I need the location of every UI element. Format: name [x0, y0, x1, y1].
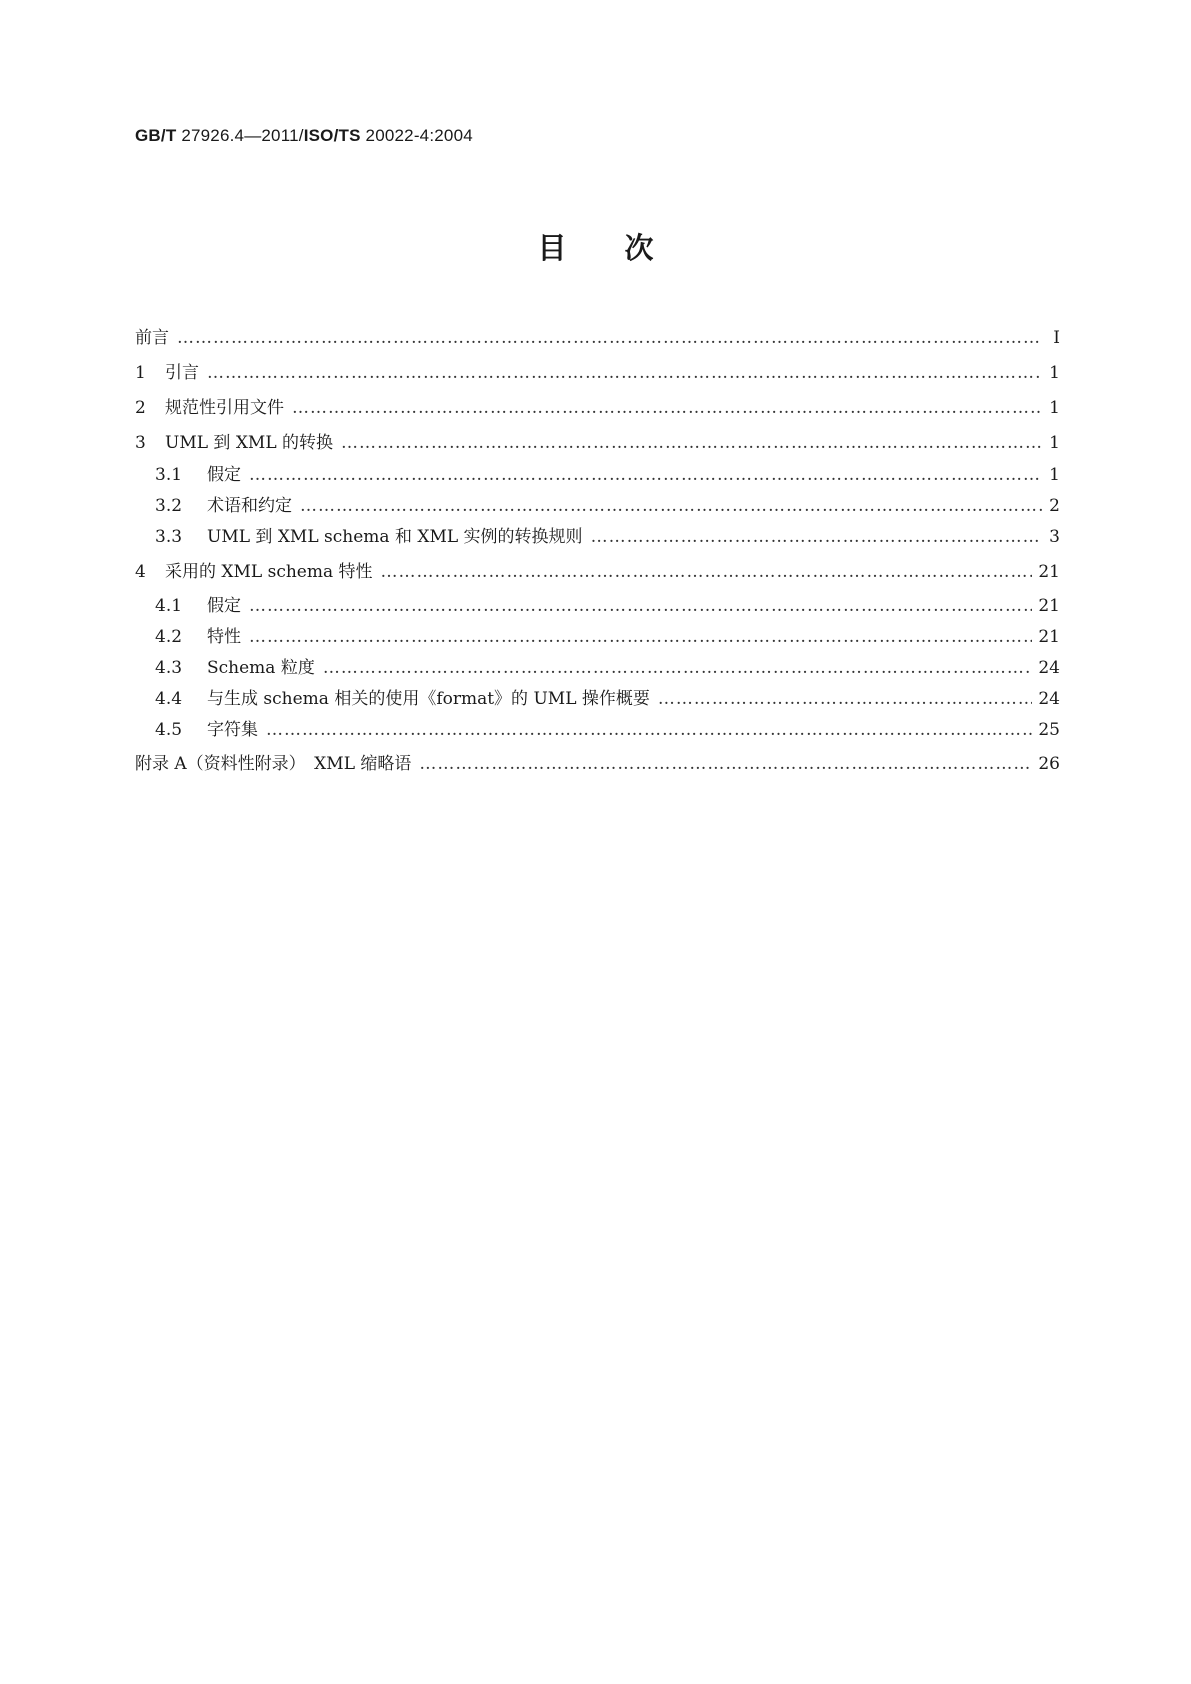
toc-leader-dots — [341, 430, 1042, 456]
toc-entry-number: 4.4 — [155, 689, 183, 709]
toc-entry-4-5[interactable] — [135, 717, 1060, 743]
toc-entry-page: 25 — [1038, 720, 1060, 740]
toc-entry-page: 21 — [1038, 562, 1060, 582]
toc-entry-number: 3.2 — [155, 496, 183, 516]
toc-leader-dots — [381, 559, 1033, 585]
toc-entry-label: 术语和约定 — [207, 496, 292, 516]
toc-entry-number: 3.3 — [155, 527, 183, 547]
toc-entry-page: 24 — [1038, 658, 1060, 678]
toc-entry-label: 前言 — [135, 328, 169, 348]
toc-entry-1[interactable] — [135, 360, 1060, 386]
toc-leader-dots — [207, 360, 1042, 386]
toc-entry-number: 4.3 — [155, 658, 183, 678]
toc-entry-2[interactable] — [135, 395, 1060, 421]
toc-leader-dots — [292, 395, 1042, 421]
toc-entry-page: 1 — [1049, 433, 1060, 453]
toc-entry-page: 1 — [1049, 363, 1060, 383]
standard-number-prefix: GB/T — [135, 126, 177, 145]
toc-entry-annex-a[interactable] — [135, 751, 1060, 777]
toc-entry-page: 1 — [1049, 465, 1060, 485]
page-title: 目次 — [537, 231, 712, 265]
toc-entry-label: 假定 — [207, 596, 241, 616]
toc-leader-dots — [249, 624, 1032, 650]
toc-entry-3-2[interactable] — [135, 493, 1060, 519]
toc-leader-dots — [249, 462, 1042, 488]
toc-leader-dots — [177, 325, 1042, 351]
toc-entry-label: 字符集 — [207, 720, 258, 740]
toc-entry-page: Ⅰ — [1053, 328, 1060, 348]
toc-entry-label: 规范性引用文件 — [165, 398, 284, 418]
toc-entry-label: 采用的 XML schema 特性 — [165, 562, 373, 582]
standard-number-iso: ISO/TS — [303, 126, 361, 145]
toc-entry-label: Schema 粒度 — [207, 658, 315, 678]
toc-entry-page: 21 — [1038, 627, 1060, 647]
toc-entry-3-3[interactable] — [135, 524, 1060, 550]
standard-number — [135, 126, 473, 146]
toc-entry-label: 假定 — [207, 465, 241, 485]
toc-entry-number: 3.1 — [155, 465, 183, 485]
toc-entry-number: 3 — [135, 433, 146, 453]
toc-entry-4-3[interactable] — [135, 655, 1060, 681]
toc-entry-4-2[interactable] — [135, 624, 1060, 650]
toc-entry-4-1[interactable] — [135, 593, 1060, 619]
toc-entry-page: 3 — [1049, 527, 1060, 547]
toc-entry-page: 21 — [1038, 596, 1060, 616]
toc-leader-dots — [591, 524, 1042, 550]
toc-entry-4-4[interactable] — [135, 686, 1060, 712]
toc-entry-3-1[interactable] — [135, 462, 1060, 488]
toc-entry-page: 2 — [1049, 496, 1060, 516]
toc-leader-dots — [419, 751, 1032, 777]
toc-entry-label: 引言 — [165, 363, 199, 383]
toc-entry-label: 附录 A（资料性附录） XML 缩略语 — [135, 754, 412, 774]
toc-leader-dots — [658, 686, 1032, 712]
toc-entry-number: 4.5 — [155, 720, 183, 740]
toc-entry-number: 2 — [135, 398, 146, 418]
toc-entry-number: 1 — [135, 363, 146, 383]
standard-number-suffix: 20022-4:2004 — [360, 126, 473, 145]
toc-entry-4[interactable] — [135, 559, 1060, 585]
toc-entry-number: 4.1 — [155, 596, 183, 616]
toc-entry-3[interactable] — [135, 430, 1060, 456]
standard-number-main: 27926.4—2011/ — [176, 126, 304, 145]
toc-leader-dots — [249, 593, 1032, 619]
toc-entry-label: 与生成 schema 相关的使用《format》的 UML 操作概要 — [207, 689, 650, 709]
toc-entry-page: 1 — [1049, 398, 1060, 418]
toc-entry-label: 特性 — [207, 627, 241, 647]
toc-entry-label: UML 到 XML 的转换 — [165, 433, 334, 453]
toc-entry-number: 4.2 — [155, 627, 183, 647]
toc-entry-page: 26 — [1038, 754, 1060, 774]
toc-entry-number: 4 — [135, 562, 146, 582]
toc-leader-dots — [266, 717, 1032, 743]
toc-leader-dots — [323, 655, 1033, 681]
toc-leader-dots — [300, 493, 1042, 519]
toc-entry-foreword[interactable] — [135, 325, 1060, 351]
toc-entry-label: UML 到 XML schema 和 XML 实例的转换规则 — [207, 527, 583, 547]
toc-entry-page: 24 — [1038, 689, 1060, 709]
